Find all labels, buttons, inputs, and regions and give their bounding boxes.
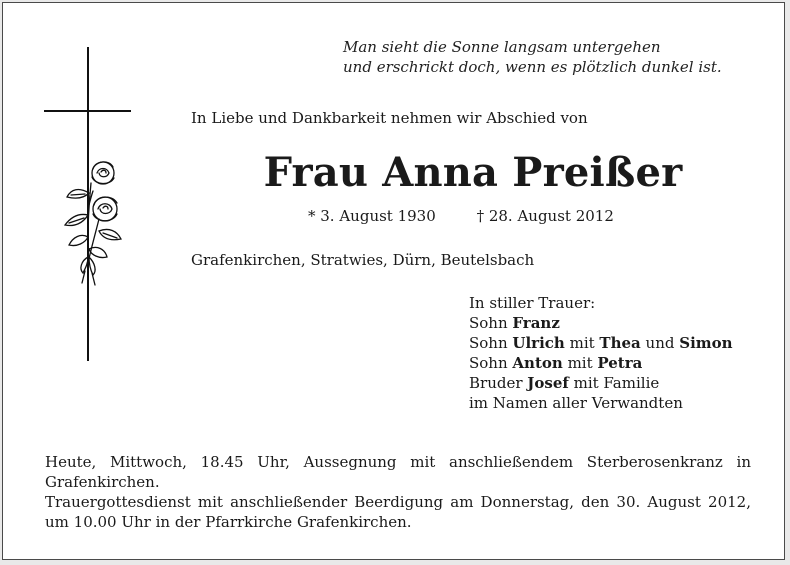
quote-line-1: Man sieht die Sonne langsam untergehen [343,38,661,56]
mourner-text: Sohn [469,314,513,332]
birth-date: * 3. August 1930 [308,207,436,225]
mourner-line [469,393,733,413]
mourners-heading: In stiller Trauer: [469,294,596,312]
quote [343,37,722,77]
service-info [45,452,751,532]
mourners-block [469,293,733,413]
mourners-list [469,313,733,413]
mourner-text: Sohn [469,334,513,352]
service-info-paragraph-2: Trauergottesdienst mit anschließender Beerdigung am Donnerstag, den 30. August 2012, um 10.00 Uhr in der Pfarrkirche Grafenkirchen. [45,493,751,531]
mourner-text: mit [562,354,598,372]
mourner-text: mit Familie [568,374,660,392]
cross-beam [44,110,131,112]
mourner-text: mit [564,334,600,352]
mourner-name: Ulrich [512,334,565,352]
obituary-card [2,2,785,560]
mourner-text: Sohn [469,354,513,372]
mourner-name: Josef [527,374,569,392]
mourner-name: Simon [679,334,733,352]
service-info-paragraph-1: Heute, Mittwoch, 18.45 Uhr, Aussegnung mit anschließendem Sterberosenkranz in Grafenkirchen. [45,453,751,491]
life-dates [308,207,614,225]
deceased-name: Frau Anna Preißer [263,149,683,196]
intro-text: In Liebe und Dankbarkeit nehmen wir Abschied von [191,109,588,127]
death-date: † 28. August 2012 [476,207,614,225]
places-text: Grafenkirchen, Stratwies, Dürn, Beutelsbach [191,251,535,269]
roses-icon [55,153,135,303]
mourner-name: Petra [597,354,643,372]
mourner-line [469,373,733,393]
mourner-line [469,353,733,373]
mourner-text: und [640,334,680,352]
quote-line-2: und erschrickt doch, wenn es plötzlich dunkel ist. [343,58,722,76]
mourner-line [469,333,733,353]
mourner-text: Bruder [469,374,528,392]
mourner-text: im Namen aller Verwandten [469,394,683,412]
mourner-name: Thea [599,334,641,352]
mourner-name: Anton [512,354,563,372]
mourner-line [469,313,733,333]
mourner-name: Franz [512,314,560,332]
